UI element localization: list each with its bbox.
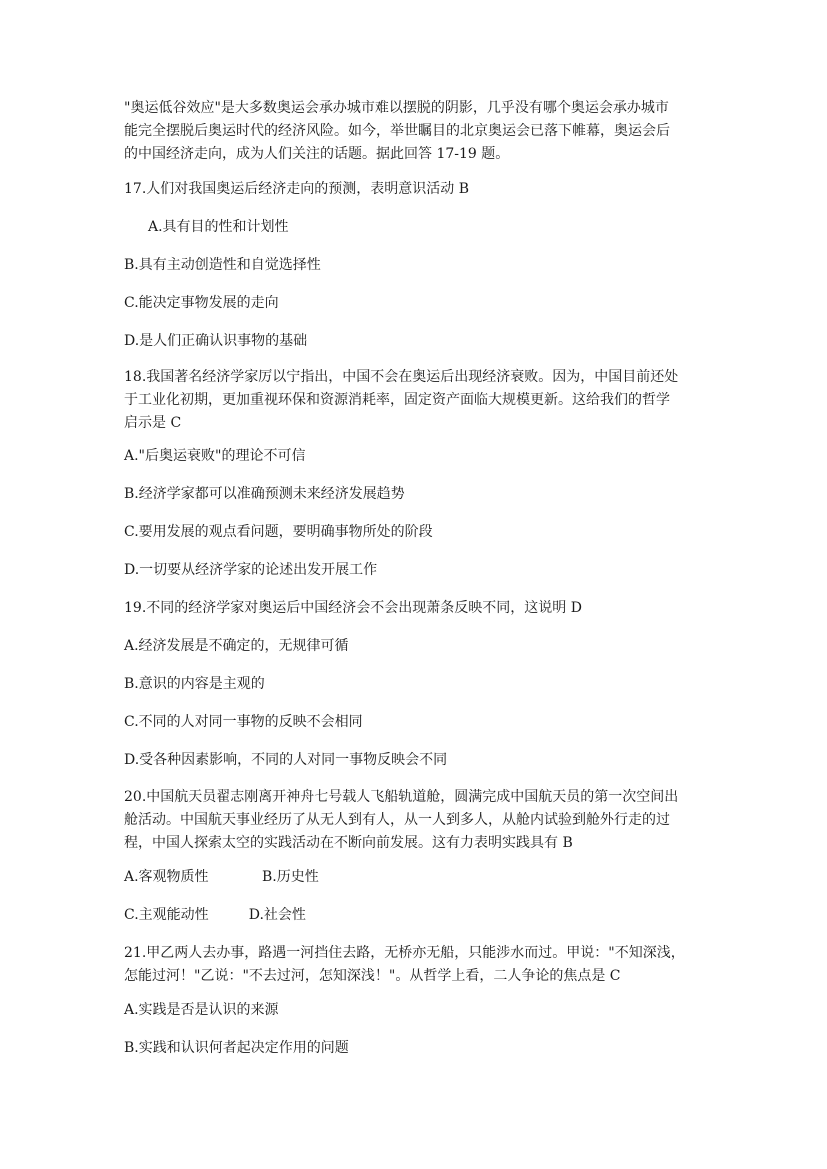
option-text: A.具有目的性和计划性 [148,219,289,235]
option-text: B.经济学家都可以准确预测未来经济发展趋势 [124,486,405,502]
question-21-stem: 21.甲乙两人去办事，路遇一河挡住去路，无桥亦无船，只能涉水而过。甲说："不知深浅， [124,945,685,961]
option-row: A.客观物质性 B.历史性 [124,869,319,885]
question-20-stem: 程，中国人探索太空的实践活动在不断向前发展。这有力表明实践具有 B [124,835,573,851]
intro-line: 能完全摆脱后奥运时代的经济风险。如今，举世瞩目的北京奥运会已落下帷幕，奥运会后 [124,123,670,139]
question-18-stem: 于工业化初期，更加重视环保和资源消耗率，固定资产面临大规模更新。这给我们的哲学 [124,392,670,408]
question-20-stem: 舱活动。中国航天事业经历了从无人到有人，从一人到多人，从舱内试验到舱外行走的过 [124,812,670,828]
option-text: B.具有主动创造性和自觉选择性 [124,257,321,273]
option-text: C.能决定事物发展的走向 [124,295,279,311]
question-18-stem: 18.我国著名经济学家厉以宁指出，中国不会在奥运后出现经济衰败。因为，中国目前还处 [124,369,679,385]
question-21-stem: 怎能过河！"乙说："不去过河，怎知深浅！"。从哲学上看，二人争论的焦点是 C [124,968,621,984]
option-text: D.是人们正确认识事物的基础 [124,333,308,349]
option-text: A.实践是否是认识的来源 [124,1002,279,1018]
question-17-stem: 17.人们对我国奥运后经济走向的预测，表明意识活动 B [124,181,470,197]
option-text: C.要用发展的观点看问题，要明确事物所处的阶段 [124,524,433,540]
option-row: C.主观能动性 D.社会性 [124,907,306,923]
option-text: A.经济发展是不确定的，无规律可循 [124,638,349,654]
option-text: C.不同的人对同一事物的反映不会相同 [124,714,363,730]
option-text: D.一切要从经济学家的论述出发开展工作 [124,562,378,578]
option-text: B.实践和认识何者起决定作用的问题 [124,1040,349,1056]
intro-line: "奥运低谷效应"是大多数奥运会承办城市难以摆脱的阴影，几乎没有哪个奥运会承办城市 [124,100,669,116]
option-text: A."后奥运衰败"的理论不可信 [124,448,306,464]
intro-line: 的中国经济走向，成为人们关注的话题。据此回答 17-19 题。 [124,146,510,162]
option-text: D.受各种因素影响，不同的人对同一事物反映会不同 [124,752,448,768]
question-19-stem: 19.不同的经济学家对奥运后中国经济会不会出现萧条反映不同，这说明 D [124,600,582,616]
question-18-stem: 启示是 C [124,415,182,431]
question-20-stem: 20.中国航天员翟志刚离开神舟七号载人飞船轨道舱，圆满完成中国航天员的第一次空间出 [124,789,679,805]
option-text: B.意识的内容是主观的 [124,676,265,692]
